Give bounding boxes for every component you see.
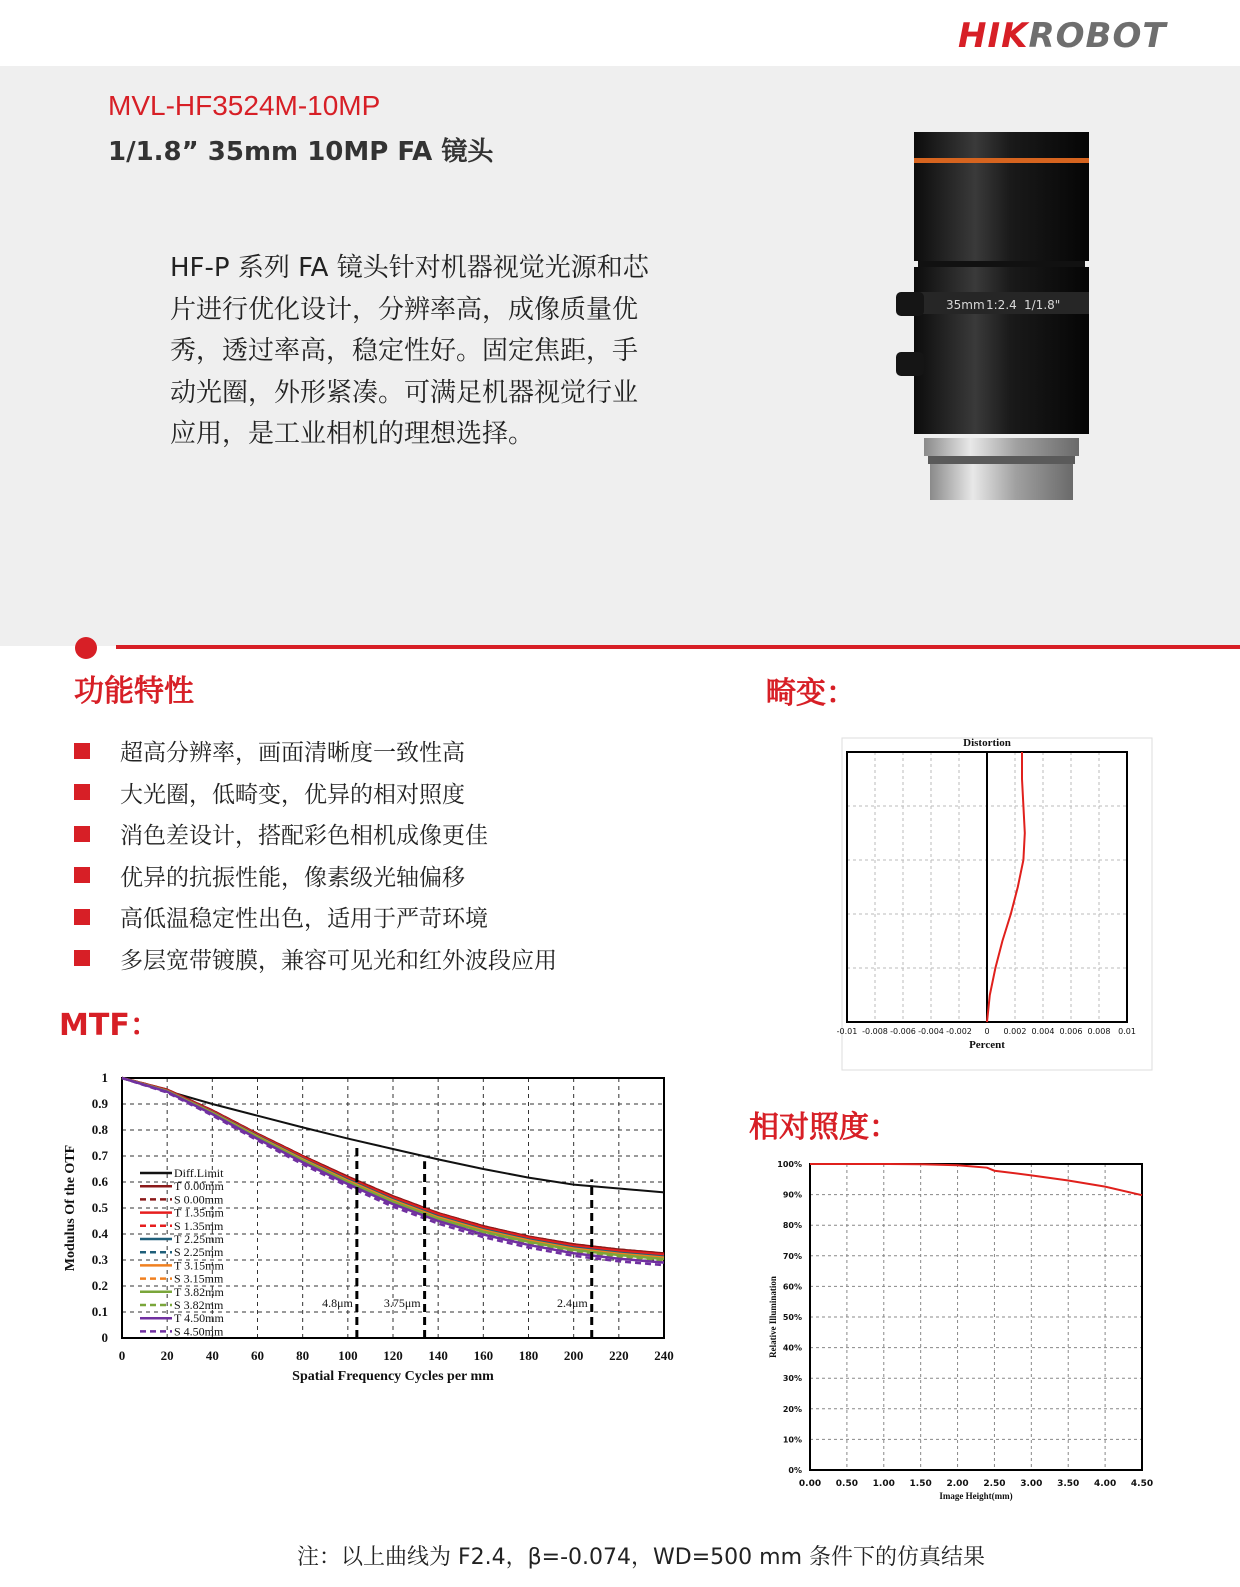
feature-item [74,896,557,938]
x-tick-label: 0.006 [1059,1027,1083,1036]
y-tick-label: 0.7 [91,1148,108,1163]
y-tick-label: 30% [782,1374,802,1384]
x-tick-label: -0.01 [836,1027,858,1036]
legend-label: S 3.82mm [174,1298,224,1312]
divider-line [116,645,1240,649]
bullet-square-icon [74,950,90,966]
y-tick-label: 100% [777,1160,802,1169]
feature-text: 大光圈，低畸变，优异的相对照度 [120,781,465,808]
x-tick-label: -0.002 [946,1027,972,1036]
x-tick-label: 80 [296,1348,310,1363]
y-tick-label: 0.6 [91,1174,108,1189]
y-tick-label: 80% [782,1221,802,1231]
legend-label: T 0.00mm [174,1179,224,1194]
x-tick-label: 220 [609,1348,629,1363]
x-tick-label: -0.006 [890,1027,916,1036]
legend-label: T 4.50mm [174,1311,224,1326]
y-axis-label: Modulus Of the OTF [63,1144,78,1272]
illumination-frame [766,1158,1176,1520]
mtf-chart [58,1068,698,1403]
lens-marking-aperture: 1:2.4 [986,298,1017,312]
y-tick-label: 60% [782,1282,802,1292]
x-tick-label: 1.00 [872,1479,895,1489]
logo-robot: ROBOT [1028,16,1167,56]
logo-hik: HIK [958,16,1029,56]
y-tick-label: 0.5 [91,1200,108,1215]
x-tick-label: -0.004 [918,1027,944,1036]
x-tick-label: 4.00 [1094,1479,1117,1489]
legend-label: S 0.00mm [174,1192,224,1207]
product-description: HF-P 系列 FA 镜头针对机器视觉光源和芯片进行优化设计，分辨率高，成像质量优秀，透过率高，稳定性好。固定焦距，手动光圈，外形紧凑。可满足机器视觉行业应用，是工业相机的理想选择。 [170,253,649,449]
illumination-title: 相对照度： [749,1110,899,1145]
x-axis-label: Percent [969,1039,1005,1051]
distortion-frame [842,738,1152,1070]
legend-label: T 3.15mm [174,1258,224,1273]
distortion-chart [836,737,1152,1070]
x-tick-label: 0.008 [1087,1027,1111,1036]
x-tick-label: 240 [654,1348,674,1363]
x-tick-label: 180 [518,1348,539,1363]
y-tick-label: 1 [101,1070,108,1085]
lens-marking-format: 1/1.8" [1024,298,1061,312]
bullet-square-icon [74,867,90,883]
chart-title: Distortion [963,737,1011,749]
distortion-title: 畸变： [766,676,856,711]
x-tick-label: 3.00 [1020,1479,1043,1489]
legend-label: T 1.35mm [174,1205,224,1220]
y-tick-label: 70% [782,1251,802,1261]
x-tick-label: 0.50 [835,1479,858,1489]
bullet-square-icon [74,743,90,759]
x-tick-label: -0.008 [862,1027,888,1036]
x-tick-label: 20 [160,1348,174,1363]
x-tick-label: 3.50 [1057,1479,1080,1489]
feature-list [74,730,557,979]
divider-dot [75,637,97,659]
y-tick-label: 0.2 [91,1278,108,1293]
feature-text: 多层宽带镀膜，兼容可见光和红外波段应用 [120,947,557,974]
pixel-size-label: 2.4μm [556,1295,588,1310]
x-tick-label: 160 [473,1348,494,1363]
legend-label: T 3.82mm [174,1284,224,1299]
hikrobot-logo [958,16,1167,56]
mtf-title: MTF： [59,1008,160,1043]
y-tick-label: 20% [782,1404,802,1414]
feature-item [74,813,557,855]
legend-label: S 2.25mm [174,1245,224,1260]
product-subtitle: 1/1.8” 35mm 10MP FA 镜头 [108,137,494,167]
legend-label: S 4.50mm [174,1324,224,1339]
legend-label: Diff.Limit [174,1166,224,1180]
x-tick-label: 0.004 [1031,1027,1055,1036]
feature-item [74,855,557,897]
y-tick-label: 50% [782,1313,802,1322]
legend-label: T 2.25mm [174,1232,224,1246]
y-tick-label: 0 [101,1330,108,1345]
product-model: MVL-HF3524M-10MP [108,90,381,121]
relative-illumination-chart [766,1158,1176,1520]
y-tick-label: 0.1 [91,1304,108,1319]
y-tick-label: 0.8 [91,1122,108,1137]
legend-label: S 1.35mm [174,1218,224,1233]
feature-text: 超高分辨率，画面清晰度一致性高 [120,740,465,767]
pixel-size-label: 4.8μm [322,1295,353,1310]
x-tick-label: 40 [205,1348,219,1363]
y-tick-label: 90% [782,1190,802,1200]
lens-marking-focal: 35mm [946,298,985,312]
x-tick-label: 200 [563,1348,584,1363]
x-tick-label: 100 [338,1348,358,1363]
mtf-frame [58,1068,698,1403]
bullet-square-icon [74,826,90,842]
x-tick-label: 120 [383,1348,403,1363]
feature-item [74,938,557,980]
lens-image [896,130,1116,510]
feature-text: 高低温稳定性出色，适用于严苛环境 [120,906,488,933]
x-tick-label: 0 [984,1027,990,1036]
y-tick-label: 40% [782,1343,802,1353]
pixel-size-label: 3.75μm [383,1295,421,1310]
x-tick-label: 0 [118,1348,126,1363]
features-title: 功能特性 [74,674,194,709]
y-tick-label: 10% [782,1435,802,1445]
x-axis-label: Spatial Frequency Cycles per mm [292,1369,494,1384]
x-tick-label: 2.50 [983,1479,1006,1489]
x-axis-label: Image Height(mm) [939,1491,1013,1501]
x-tick-label: 2.00 [946,1479,969,1489]
y-tick-label: 0.9 [91,1096,108,1111]
y-tick-label: 0% [788,1466,802,1475]
feature-text: 消色差设计，搭配彩色相机成像更佳 [120,823,488,850]
bullet-square-icon [74,784,90,800]
x-tick-label: 60 [251,1348,264,1363]
x-tick-label: 0.00 [798,1479,822,1489]
y-axis-label: Relative Illumination [768,1276,778,1358]
x-tick-label: 1.50 [909,1479,932,1489]
feature-item [74,772,557,814]
x-tick-label: 4.50 [1130,1479,1154,1489]
simulation-note: 注：以上曲线为 F2.4，β=-0.074，WD=500 mm 条件下的仿真结果 [297,1545,985,1570]
feature-text: 优异的抗振性能，像素级光轴偏移 [120,864,465,891]
x-tick-label: 0.002 [1003,1027,1027,1036]
legend-label: S 3.15mm [174,1271,224,1286]
x-tick-label: 140 [428,1348,448,1363]
bullet-square-icon [74,909,90,925]
x-tick-label: 0.01 [1118,1027,1136,1036]
y-tick-label: 0.3 [91,1252,108,1267]
y-tick-label: 0.4 [91,1226,108,1241]
feature-item [74,730,557,772]
